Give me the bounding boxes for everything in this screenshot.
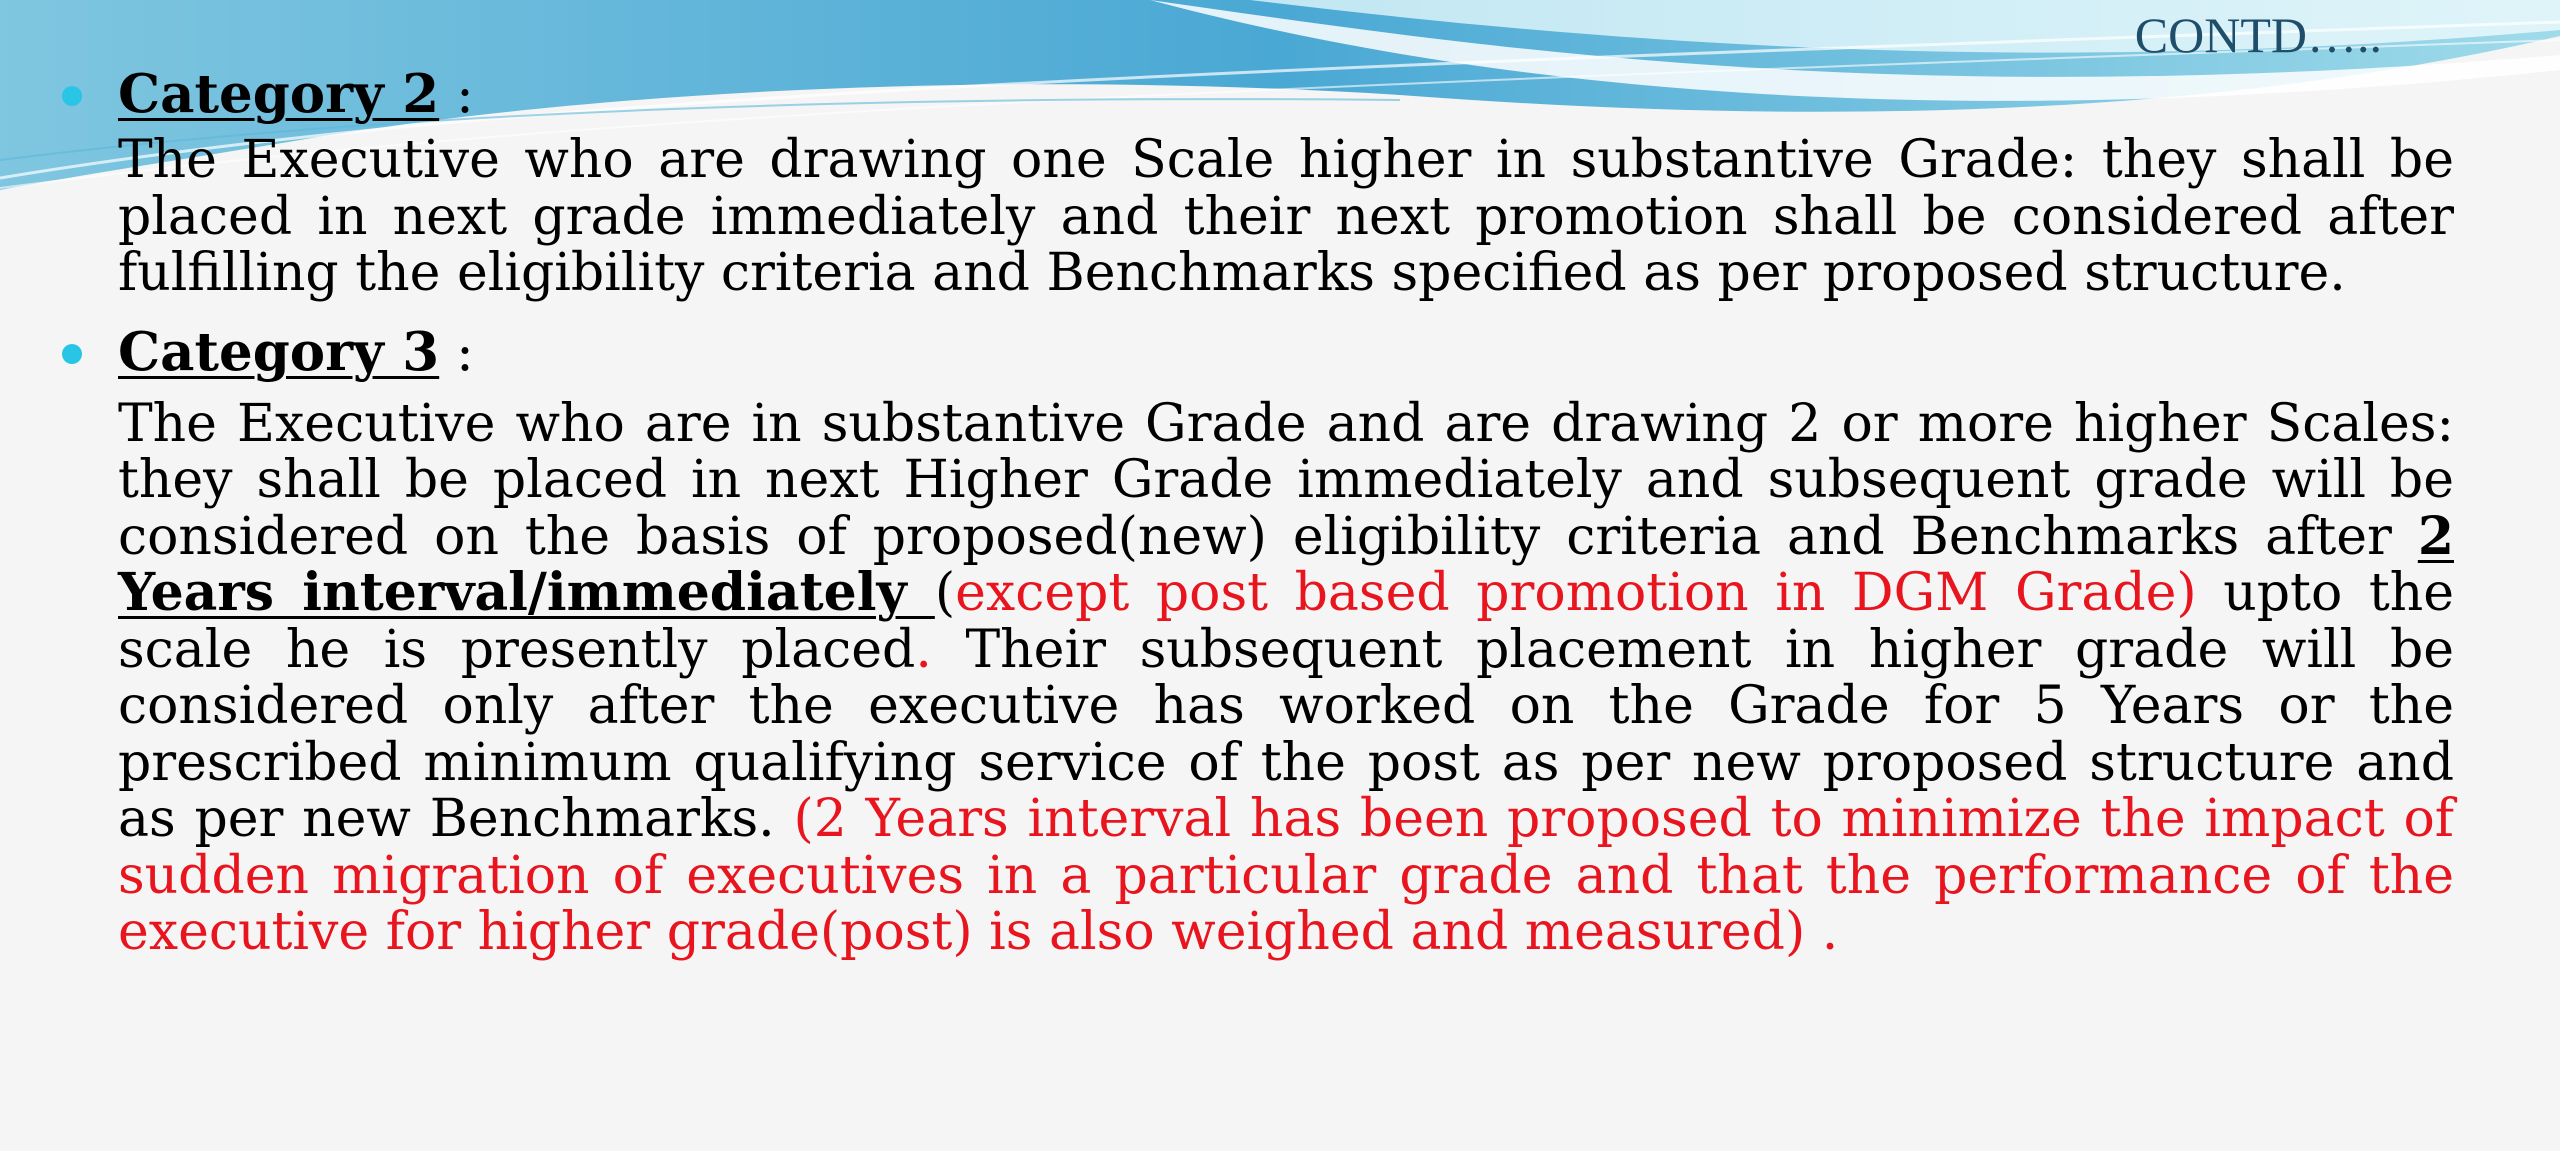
category-3-text-1: The Executive who are in substantive Grade and are drawing 2 or more higher Scales: they shall be placed in next Higher Grade immediately and subsequent grade will be considered on the basis of proposed(new) eligibility criteria and Benchmarks after bbox=[118, 393, 2454, 567]
category-3-text-2: upto the scale he is presently placed bbox=[118, 563, 2454, 680]
category-3-text-3: Their subsequent placement in higher grade will be considered only after the executive has worked on the Grade for 5 Years or the prescribed minimum qualifying service of the post as per new proposed structure and as per new Benchmarks. bbox=[118, 619, 2454, 849]
bullet-icon bbox=[62, 86, 82, 106]
category-3-paren: ( bbox=[934, 563, 956, 623]
category-3-red-note-2: (2 Years interval has been proposed to minimize the impact of sudden migration of executives in a particular grade and that the performance of the executive for higher grade(post) is also weighed and measured) . bbox=[118, 789, 2455, 962]
category-3-emphasis: 2 Years interval/immediately bbox=[118, 505, 2454, 623]
category-3-body bbox=[118, 393, 2455, 962]
contd-label: CONTD….. bbox=[2134, 7, 2382, 63]
category-2-heading bbox=[118, 62, 2454, 126]
category-3-red-dot: . bbox=[915, 619, 932, 680]
category-3-title: Category 3 bbox=[118, 320, 440, 383]
category-3-colon: : bbox=[439, 321, 474, 383]
category-2-body: The Executive who are drawing one Scale higher in substantive Grade: they shall be placed in next grade immediately and their next promotion shall be considered after fulfilling the eligibility criteria and Benchmarks specified as per proposed structure. bbox=[118, 130, 2454, 303]
category-2-colon: : bbox=[439, 64, 474, 125]
category-2-title: Category 2 bbox=[118, 63, 440, 125]
slide-content bbox=[118, 62, 2454, 961]
bullet-icon bbox=[62, 344, 82, 364]
category-3-red-note-1: except post based promotion in DGM Grade) bbox=[955, 563, 2197, 623]
category-3-heading bbox=[118, 320, 2454, 384]
